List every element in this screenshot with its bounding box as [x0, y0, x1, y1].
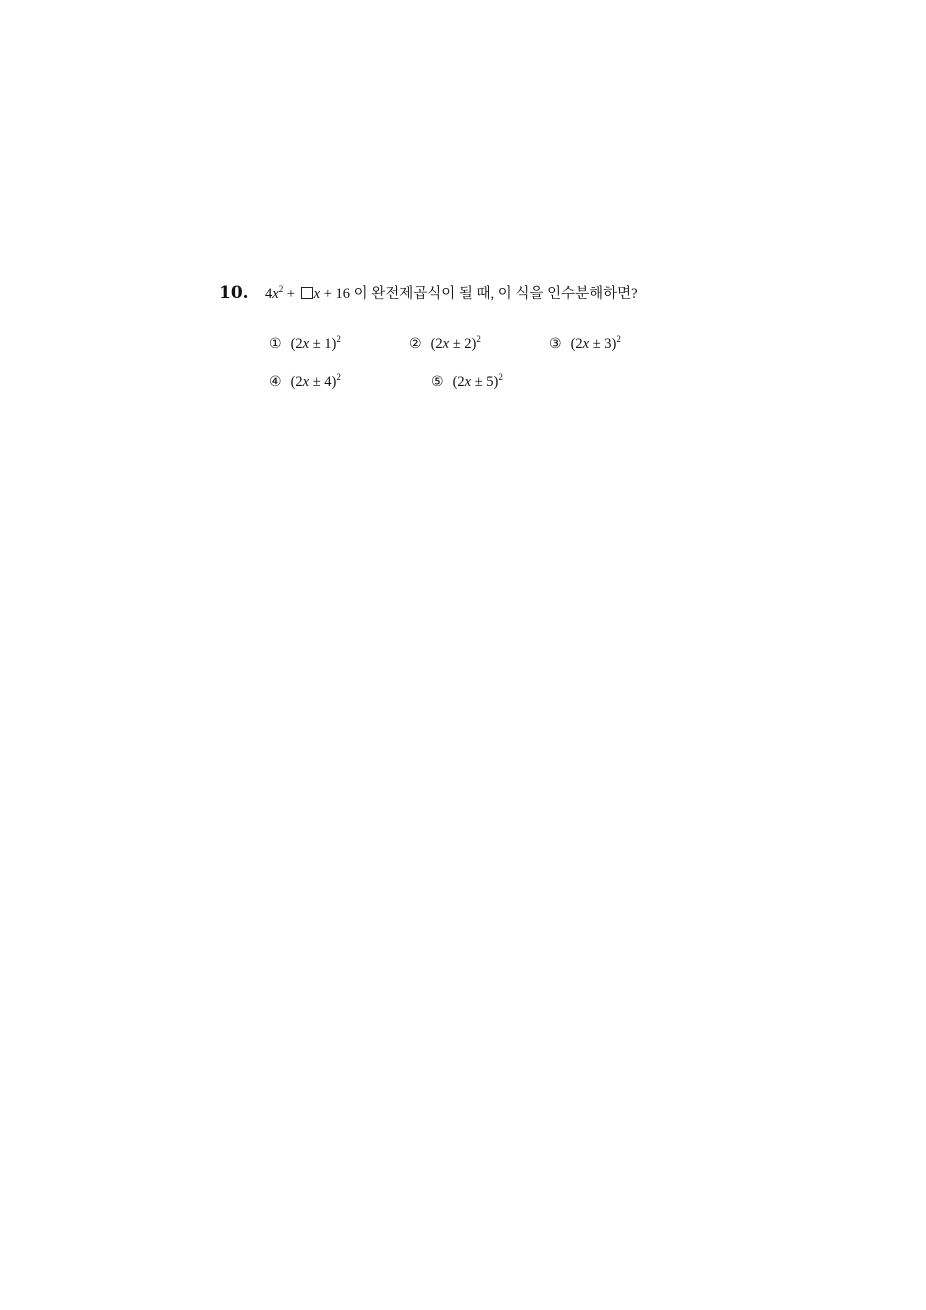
choice-expression: $(2x \pm 1)^2$ [290, 334, 341, 352]
expr-var1: x [272, 286, 279, 302]
choice-expression: $(2x \pm 5)^2$ [452, 372, 503, 390]
choice-marker: ① [269, 336, 282, 352]
expr-exponent: 2 [278, 284, 284, 295]
expression [265, 286, 350, 302]
choice-5[interactable] [431, 374, 593, 391]
expr-var2: x [313, 286, 321, 302]
choice-marker: ⑤ [431, 374, 444, 390]
blank-box [301, 287, 313, 299]
choice-2[interactable] [409, 336, 549, 353]
choice-4[interactable] [269, 374, 431, 391]
choice-3[interactable] [549, 336, 689, 353]
expr-plus1: + [283, 286, 299, 302]
question-text [265, 282, 638, 303]
choice-row-2 [269, 374, 689, 412]
choice-marker: ④ [269, 374, 282, 390]
prompt-text: 이 완전제곱식이 될 때, 이 식을 인수분해하면? [350, 286, 638, 302]
expr-coef: 4 [265, 286, 273, 302]
question-10 [219, 282, 719, 303]
choice-marker: ② [409, 336, 422, 352]
choice-1[interactable] [269, 336, 409, 353]
choice-expression: $(2x \pm 3)^2$ [570, 334, 621, 352]
answer-choices [269, 336, 689, 412]
choice-expression: $(2x \pm 4)^2$ [290, 372, 341, 390]
choice-marker: ③ [549, 336, 562, 352]
choice-expression: $(2x \pm 2)^2$ [430, 334, 481, 352]
question-header [219, 282, 719, 303]
choice-row-1 [269, 336, 689, 374]
question-number: 10. [219, 283, 249, 303]
expr-plus2: + 16 [320, 286, 350, 302]
